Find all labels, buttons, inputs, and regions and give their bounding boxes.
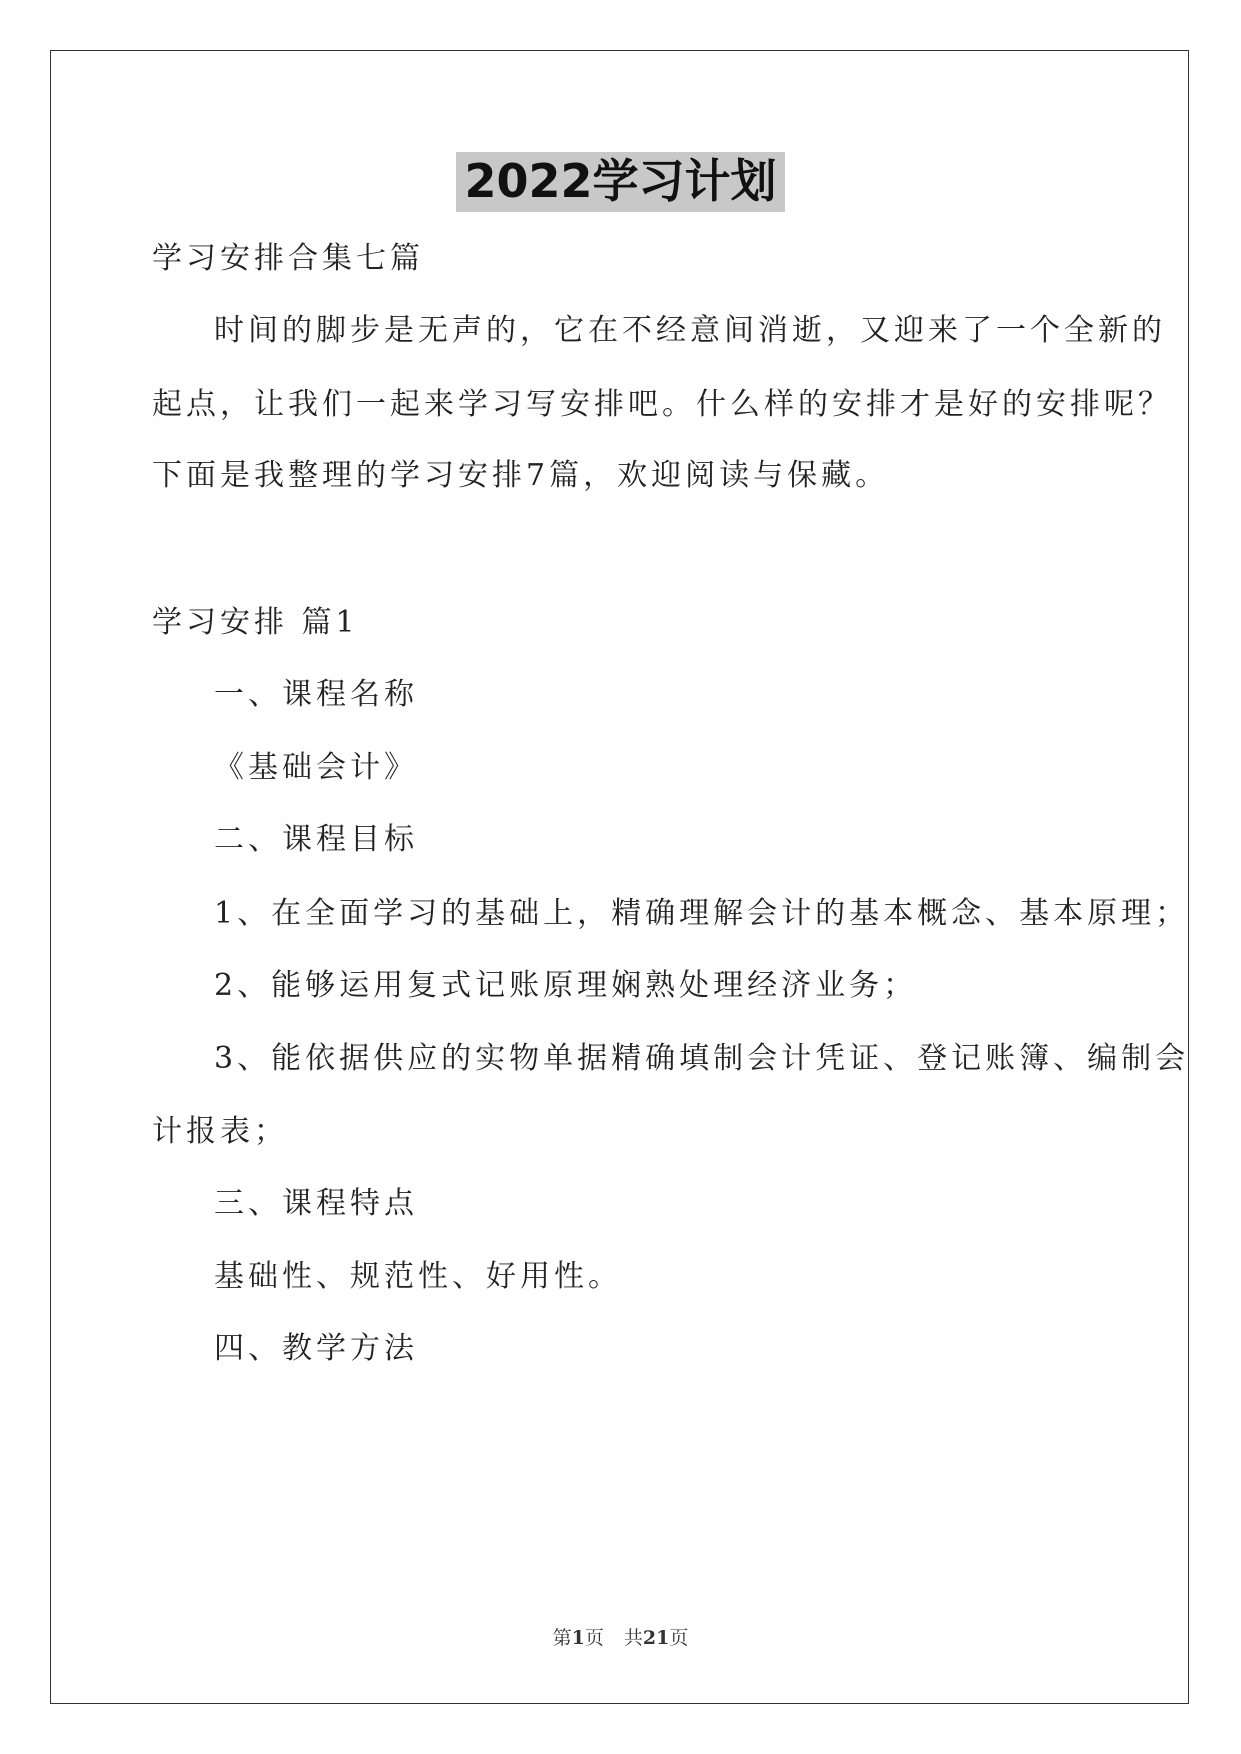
page-total: 21 bbox=[642, 1627, 670, 1649]
paragraph-line: 一、课程名称 bbox=[214, 677, 418, 712]
document-title: 2022学习计划 bbox=[456, 152, 784, 212]
total-prefix: 共 bbox=[623, 1627, 643, 1649]
intro-line-2: 起点，让我们一起来学习写安排吧。什么样的安排才是好的安排呢？ bbox=[152, 387, 1172, 422]
paragraph-line: 计报表； bbox=[152, 1114, 288, 1149]
paragraph-line: 二、课程目标 bbox=[214, 822, 418, 857]
document-subtitle: 学习安排合集七篇 bbox=[152, 241, 424, 276]
paragraph-line: 《基础会计》 bbox=[214, 750, 418, 785]
intro-line-1: 时间的脚步是无声的，它在不经意间消逝，又迎来了一个全新的 bbox=[214, 313, 1166, 348]
intro-line-3: 下面是我整理的学习安排7篇，欢迎阅读与保藏。 bbox=[152, 458, 890, 493]
document-title-wrapper bbox=[0, 152, 1241, 212]
paragraph-line: 2、能够运用复式记账原理娴熟处理经济业务； bbox=[214, 968, 918, 1003]
page-unit: 页 bbox=[584, 1627, 604, 1649]
paragraph-line: 1、在全面学习的基础上，精确理解会计的基本概念、基本原理； bbox=[214, 896, 1190, 931]
paragraph-line: 三、课程特点 bbox=[214, 1186, 418, 1221]
paragraph-line: 四、教学方法 bbox=[214, 1331, 418, 1366]
page-border bbox=[50, 50, 1189, 1704]
page-prefix: 第 bbox=[552, 1627, 572, 1649]
section-heading: 学习安排 篇1 bbox=[152, 605, 359, 640]
page-number: 1 bbox=[571, 1627, 585, 1649]
paragraph-line: 基础性、规范性、好用性。 bbox=[214, 1259, 622, 1294]
total-unit: 页 bbox=[669, 1627, 689, 1649]
page-footer bbox=[0, 1626, 1241, 1650]
paragraph-line: 3、能依据供应的实物单据精确填制会计凭证、登记账簿、编制会 bbox=[214, 1041, 1190, 1076]
